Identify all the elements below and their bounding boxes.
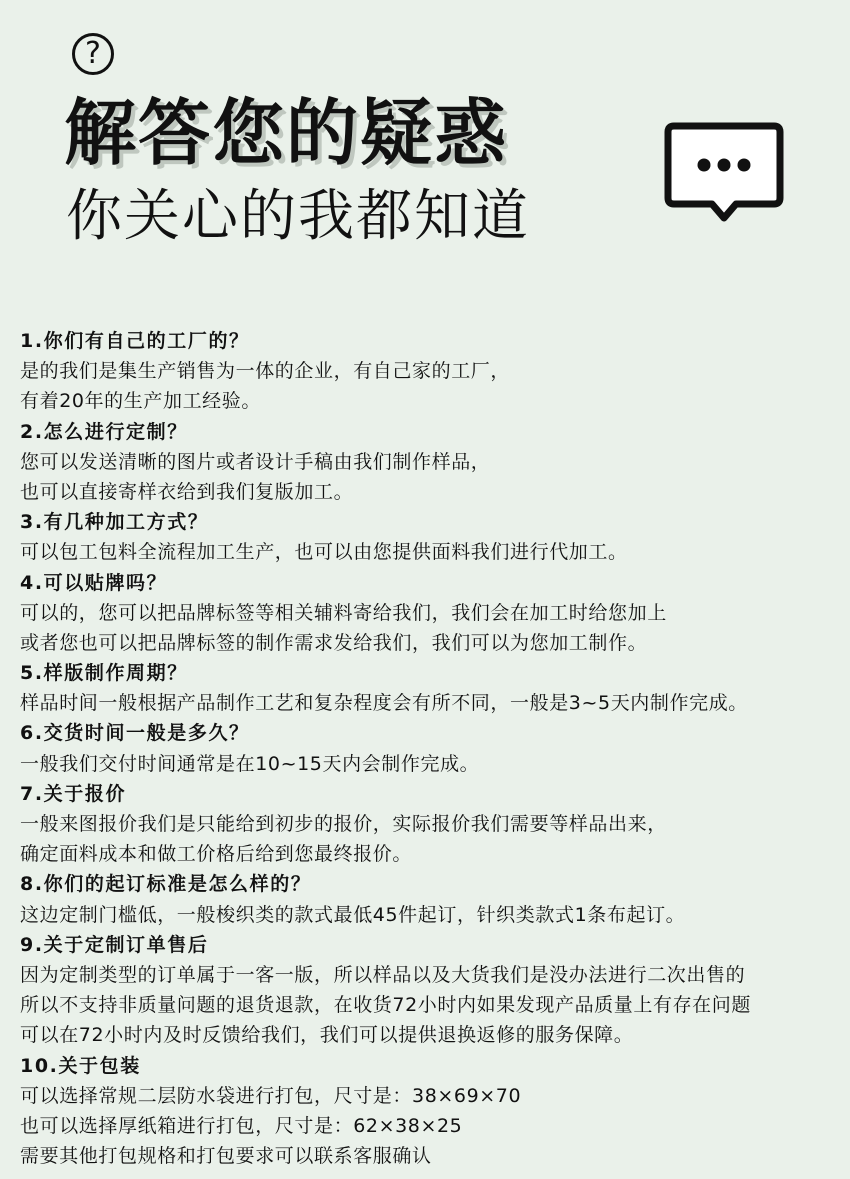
faq-list bbox=[20, 326, 840, 1171]
faq-answer-line: 可以包工包料全流程加工生产，也可以由您提供面料我们进行代加工。 bbox=[20, 541, 628, 564]
faq-answer-line: 一般来图报价我们是只能给到初步的报价，实际报价我们需要等样品出来， bbox=[20, 813, 667, 835]
question-circle-icon: ? bbox=[72, 33, 114, 75]
faq-answer-line: 确定面料成本和做工价格后给到您最终报价。 bbox=[20, 843, 413, 866]
faq-question-5: 5.样版制作周期？ bbox=[20, 662, 188, 685]
page-subtitle: 你关心的我都知道 bbox=[66, 184, 530, 249]
faq-question-10: 10.关于包装 bbox=[20, 1054, 141, 1077]
faq-answer-line: 有着20年的生产加工经验。 bbox=[20, 390, 261, 413]
page-title: 解答您的疑惑 bbox=[64, 91, 509, 175]
faq-question-4: 4.可以贴牌吗？ bbox=[20, 571, 168, 594]
faq-answer-line: 可以在72小时内及时反馈给我们，我们可以提供退换返修的服务保障。 bbox=[20, 1024, 634, 1047]
faq-question-6: 6.交货时间一般是多久？ bbox=[20, 722, 250, 745]
faq-answer-line: 您可以发送清晰的图片或者设计手稿由我们制作样品， bbox=[20, 450, 491, 473]
faq-answer-line: 可以选择常规二层防水袋进行打包，尺寸是：38×69×70 bbox=[20, 1084, 522, 1107]
faq-answer-line: 样品时间一般根据产品制作工艺和复杂程度会有所不同，一般是3~5天内制作完成。 bbox=[20, 692, 748, 715]
faq-question-9: 9.关于定制订单售后 bbox=[20, 933, 209, 956]
faq-answer-line: 因为定制类型的订单属于一客一版，所以样品以及大货我们是没办法进行二次出售的 bbox=[20, 963, 746, 986]
faq-question-1: 1.你们有自己的工厂的？ bbox=[20, 330, 250, 352]
chat-bubble-icon bbox=[664, 122, 784, 226]
faq-answer-line: 所以不支持非质量问题的退货退款，在收货72小时内如果发现产品质量上有存在问题 bbox=[20, 994, 751, 1017]
faq-answer-line: 或者您也可以把品牌标签的制作需求发给我们，我们可以为您加工制作。 bbox=[20, 631, 648, 654]
faq-answer-line: 可以的，您可以把品牌标签等相关辅料寄给我们，我们会在加工时给您加上 bbox=[20, 601, 667, 624]
faq-answer-line: 需要其他打包规格和打包要求可以联系客服确认 bbox=[20, 1145, 432, 1168]
faq-answer-line: 也可以直接寄样衣给到我们复版加工。 bbox=[20, 480, 354, 503]
faq-answer-line: 是的我们是集生产销售为一体的企业，有自己家的工厂， bbox=[20, 360, 511, 383]
faq-answer-line: 也可以选择厚纸箱进行打包，尺寸是：62×38×25 bbox=[20, 1114, 463, 1137]
faq-question-3: 3.有几种加工方式？ bbox=[20, 511, 209, 534]
faq-question-8: 8.你们的起订标准是怎么样的？ bbox=[20, 873, 312, 896]
faq-question-2: 2.怎么进行定制？ bbox=[20, 420, 188, 443]
faq-answer-line: 这边定制门槛低，一般梭织类的款式最低45件起订，针织类款式1条布起订。 bbox=[20, 903, 686, 926]
faq-answer-line: 一般我们交付时间通常是在10~15天内会制作完成。 bbox=[20, 752, 480, 775]
faq-question-7: 7.关于报价 bbox=[20, 782, 127, 805]
